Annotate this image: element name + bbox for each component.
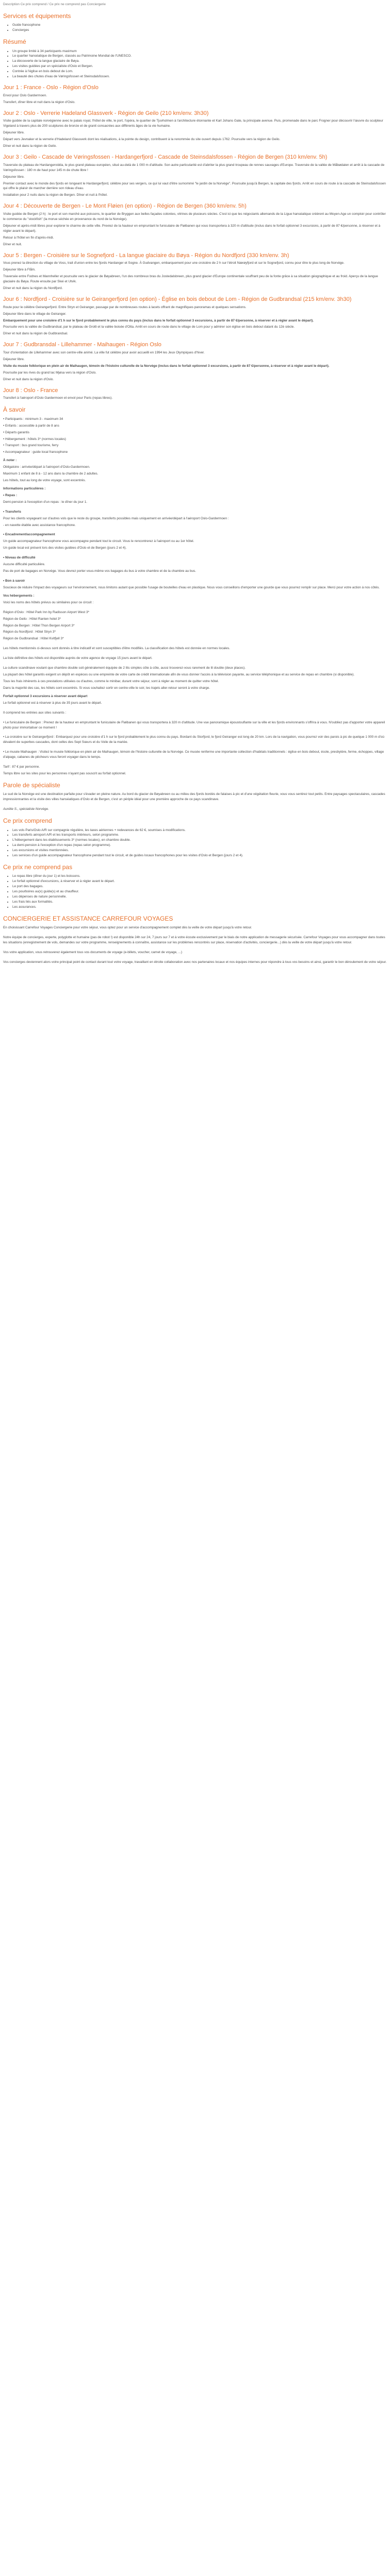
list-item: • Le forfait optionnel d'excursions, à réserver et à régler avant le départ. — [12, 879, 388, 884]
hotel-line: Région de Geilo : Hôtel Ranten hotel 3* — [3, 617, 61, 621]
culture-text: La plupart des hôtel garantis exigent un dépôt en espèces ou une empreinte de votre carte de crédit internationale afin de vous donner l'accès à la télévision payante, au service téléphonique et au service de repas en chambre (si disponible). — [3, 673, 355, 677]
info-text: Un guide local est présent lors des visites guidées d'Oslo et de Bergen (jours 2 et 4). — [3, 546, 127, 550]
savoir-line: • Hébergement : hôtels 3* (normes locales) — [3, 437, 66, 441]
necomprend-list — [3, 874, 388, 909]
day-1-text: Transfert, dîner libre et nuit dans la région d'Oslo. — [3, 100, 75, 104]
info-text: Soucieux de réduire l'impact des voyageurs sur l'environnement, nous limitons autant que possible l'usage de bouteilles d'eau en plastique. Nous vous conseillons d'emporter une gourde que vous pourrez remplir sur place. Merci pour votre action à nos côtés. — [3, 585, 380, 589]
savoir-line: • Participants : minimum 3 - maximum 34 — [3, 417, 63, 421]
list-item: • Concierges — [12, 28, 388, 33]
list-item: • Les excursions et visites mentionnées. — [12, 848, 388, 853]
list-item: • Le repas libre (dîner du jour 1) et les boissons. — [12, 874, 388, 879]
hotel-line: Région du Nordfjord : Hôtel Stryn 3* — [3, 630, 56, 634]
services-list — [3, 23, 388, 33]
forfait-item: • Le musée Maihaugen : Visitez le musée folklorique en plein air de Maihaugen, témoin de l'histoire culturelle de la Norvège. Ce musée renferme une importante collection d'habitats traditionnels : église en bois debout, école, presbytère, ferme, échoppes, village d'alpage, cabanes de pêcheurs vous feront voyager dans le temps. — [3, 750, 384, 759]
savoir-notes — [3, 458, 388, 483]
comprend-list — [3, 828, 388, 859]
day-5-text: Dîner et nuit dans la région du Nordfjord. — [3, 286, 63, 291]
forfait-tarif: Temps libre sur les sites pour les personnes n'ayant pas souscrit au forfait optionnel. — [3, 772, 126, 776]
day-2-text: Départ vers Jevnaker et la verrerie d'Hadeland Glassverk dont les réalisations, à la pointe du design, contribuent à la renommée du site ouvert depuis 1762. Poursuite vers la région de Geilo. — [3, 138, 281, 142]
list-item: • Les dépenses de nature personnelle. — [12, 894, 388, 900]
list-item: • La beauté des chutes d'eau de Vøringsfossen et Steinsdalsfossen. — [12, 74, 388, 79]
savoir-line: • Accompagnateur : guide local francophone — [3, 450, 68, 454]
list-item: • Les assurances. — [12, 905, 388, 910]
day-3-text: Traversée du plateau de Hardangervidda, le plus grand plateau européen, situé au-delà de 1 000 m d'altitude. Son autre particularité est d'abriter la plus grand troupeau de rennes sauvages d'Europe. Traversée de la vallée de Måbødalen et arrêt à la cascade de Vøringsfossen : 180 m de haut pour 145 m de chute libre ! — [3, 163, 385, 172]
day-3-title: Jour 3 : Geilo - Cascade de Vøringsfossen - Hardangerfjord - Cascade de Steinsdalsfossen - Région de Bergen (310 km/env. 5h) — [3, 154, 328, 161]
day-5-text: Déjeuner libre à Flåm. — [3, 268, 36, 272]
day-4-text: Déjeuner et après-midi libres pour explorer le charme de cette ville. Previez de la hauteur en empruntant le funiculaire de Fløibanen qui vous transportera à 320 m d'altitude (inclus dans le forfait optionnel 3 excursions, à partir de 87 €/personne, à réserver et à régler avant le départ). — [3, 224, 381, 233]
tab-bar[interactable]: Description Ce prix comprend / Ce prix ne comprend pas Conciergerie — [3, 3, 106, 6]
list-item: • L'hébergement dans les établissements 3* (normes locales), en chambre double. — [12, 838, 388, 843]
day-8-text: Transfert à l'aéroport d'Oslo Gardermoen et envol pour Paris (repas libres). — [3, 396, 113, 400]
list-item: • La demi-pension à l'exception d'un repas (repas selon programme). — [12, 843, 388, 848]
day-3-text: Déjeuner libre. — [3, 175, 25, 179]
info-subheading: • Niveau de difficulté — [3, 556, 36, 560]
info-subheading: • Repas : — [3, 493, 18, 497]
list-item: • Contrée à l'église en bois debout de Lom. — [12, 69, 388, 74]
savoir-line: • Transport : bus grand tourisme, ferry — [3, 444, 59, 448]
day-4-title: Jour 4 : Découverte de Bergen - Le Mont Fløien (en option) - Région de Bergen (360 km/env. 5h) — [3, 203, 247, 210]
day-6-title: Jour 6 : Nordfjord - Croisière sur le Geirangerfjord (en option) - Église en bois debout de Lom - Région de Gudbrandsal (215 km/env. 3h30) — [3, 296, 352, 302]
list-item: • Les vols Paris/Oslo A/R sur compagnie régulière, les taxes aériennes + redevances de 62 €, soumises à modifications. — [12, 828, 388, 833]
day-5-title: Jour 5 : Bergen - Croisière sur le Sognefjord - La langue glaciaire du Bøya - Région du Nordfjord (330 km/env. 3h) — [3, 252, 289, 259]
specialiste-author: Aurélie S., spécialiste Norvège. — [3, 807, 49, 811]
day-6-text: Route pour le célèbre Geirangerfjord. Entre Stryn et Geiranger, passage par de nombreuses routes à lacets offrant de magnifiques panoramas et quelques sensations. — [3, 305, 247, 309]
list-item: • Le quartier hanséatique de Bergen, classés au Patrimoine Mondial de l'UNESCO. — [12, 54, 388, 59]
resume-list — [3, 49, 388, 80]
services-title: Services et équipements — [3, 12, 71, 20]
info-text: Demi-pension à l'exception d'un repas : le dîner du jour 1. — [3, 500, 88, 504]
day-4-text: Dîner et nuit. — [3, 242, 22, 246]
day-6-text: Dîner et nuit dans la région de Gudbrandsal. — [3, 332, 68, 336]
specialiste-title: Parole de spécialiste — [3, 781, 60, 789]
day-1-title: Jour 1 : France - Oslo - Région d'Oslo — [3, 84, 99, 91]
list-item: • Guide francophone — [12, 23, 388, 28]
day-7-text: Dîner et nuit dans la région d'Oslo. — [3, 377, 54, 381]
forfait-heading: Forfait optionnel 3 excursions à réserver avant départ — [3, 694, 88, 698]
day-6-text: Déjeuner libre dans le village de Geiranger. — [3, 312, 67, 316]
day-7-text: Poursuite par les rives du grand lac Mjøsa vers la région d'Oslo. — [3, 370, 96, 375]
day-3-text: Premier contact avec le monde des fjords en longeant le Hardangerfjord, célèbre pour ses vergers, ce qui lui vaut d'être surnommé "le jardin de la Norvège". Poursuite jusqu'à Bergen, la capitale des fjords. Arrêt en cours de route à la cascade de Steinsdalsfossen qui offre le plaisir de marcher derrière son rideau d'eau. — [3, 181, 386, 191]
hotel-line: Région de Bergen : Hôtel Thon Bergen Airport 3* — [3, 623, 75, 628]
savoir-info — [3, 486, 388, 590]
hotel-line: Région d'Oslo : Hôtel Park Inn by Radisson Airport West 3* — [3, 610, 89, 614]
day-6-text: Embarquement pour une croisière d'1 h sur le fjord probablement le plus connu du pays (inclus dans le forfait optionnel 3 excursions, à partir de 87 €/personne, à réserver et à régler avant le départ). — [3, 318, 314, 323]
conciergerie-text: Notre équipe de concierges, experte, polyglotte et humaine (pas de robot !) est disponible 24h sur 24, 7 jours sur 7 et à votre écoute exclusivement par le biais de notre application de messagerie sécurisée. Carrefour Voyages pour vous accompagner dans toutes les situations (enregistrement de vols, demandes sur votre programme, renseignements à connaître, assistance sur les problèmes rencontrés sur place, réservation d'activités, conciergerie...) dès la veille de votre départ jusqu'à votre retour. — [3, 936, 385, 945]
culture-text: La culture scandinave voulant que chambre double soit généralement équipée de 2 lits simples côte à côte, aussi trouverez-vous rarement de lit double (deux places). — [3, 666, 246, 670]
forfait-item: • Le funiculaire de Bergen : Prenez de la hauteur en empruntant le funiculaire de Fløibanen qui vous transportera à 320 m d'altitude. Une vue panoramique époustouflante sur la ville et les fjords environnants s'offrira à vous. N'oubliez pas d'apporter votre appareil photo pour immortaliser ce moment ! — [3, 720, 385, 730]
conciergerie-text: En choisissant Carrefour Voyages Conciergerie pour votre séjour, vous optez pour un service d'accompagnement complet dès la veille de votre départ jusqu'à votre retour. — [3, 926, 252, 930]
specialiste-text: Le sud de la Norvège est une destination parfaite pour s'évader en pleine nature. Au bord du glacier de Bøyabreen ou au milieu des fjords bordés de falaises à pic et d'une végétation fleurie, vous vous sentirez tout petits. Entre paysages spectaculaires, cascades impressionnantes et la visite des villes hanséatiques d'Oslo et de Bergen, c'est un périple idéal pour une première approche de ce pays scandinave. — [3, 792, 385, 802]
day-4-text: Visite guidée de Bergen (2 h) : le port et son marché aux poissons, le quartier de Bryggen aux belles façades colorées, vitrines de plusieurs siècles. C'est ici que les négociants allemands de la Ligue hanséatique créèrent au Moyen-Age un comptoir pour contrôler le commerce du "stockfish" (la morue séchée en provenance du nord de la Norvège). — [3, 212, 386, 221]
day-2-title: Jour 2 : Oslo - Verrerie Hadeland Glassverk - Région de Geilo (210 km/env. 3h30) — [3, 110, 209, 116]
day-7-text: Déjeuner libre. — [3, 357, 25, 361]
list-item: • Les services d'un guide accompagnateur francophone pendant tout le circuit, et de guides locaux francophones pour les visites d'Oslo et Bergen (jours 2 et 4). — [12, 853, 388, 858]
list-item: • Un groupe limité à 34 participants maximum — [12, 49, 388, 54]
resume-title: Résumé — [3, 38, 26, 46]
info-text: Pour les clients voyageant sur d'autres vols que le reste du groupe, transferts possibles mais uniquement en arrivée/départ à l'aéroport Oslo-Gardermoen : — [3, 516, 229, 520]
day-7-title: Jour 7 : Gudbransdal - Lillehammer - Maihaugen - Région Oslo — [3, 342, 161, 348]
conciergerie-title: CONCIERGERIE ET ASSISTANCE CARREFOUR VOYAGES — [3, 914, 173, 922]
day-5-text: Vous prenez la direction du village de Voss, trait d'union entre les fjords Hardanger et Sogne. À Gudvangen, embarquement pour une croisière de 2 h sur l'étroit Nærøyfjord et sur le Sognefjord, connu pour être le plus long de Norvège. — [3, 261, 345, 265]
list-item: • La découverte de la langue glaciaire de Bøya. — [12, 59, 388, 64]
hotels-intro: Voici les noms des hôtels prévus ou similaires pour ce circuit : — [3, 600, 94, 604]
conciergerie-text: Vos concierges deviennent alors votre principal point de contact durant tout votre voyage, travaillant en étroite collaboration avec nos partenaires locaux et nos équipes internes pour répondre à tous vos besoins et ainsi, garantir le bon déroulement de votre séjour. — [3, 960, 387, 964]
day-4-text: Retour à l'hôtel en fin d'après-midi. — [3, 235, 54, 240]
day-8-title: Jour 8 : Oslo - France — [3, 387, 58, 394]
day-7-text: Visite du musée folklorique en plein air de Maihaugen, témoin de l'histoire culturelle de la Norvège (inclus dans le forfait optionnel 3 excursions, à partir de 87 €/personne, à réserver et à régler avant le départ). — [3, 364, 330, 368]
hotels-heading: Vos hébergements : — [3, 594, 35, 598]
info-text: Un guide accompagnateur francophone vous accompagne pendant tout le circuit. Vous le rencontrerez à l'aéroport ou au 1er hôtel. — [3, 539, 194, 544]
list-item: • Les frais liés aux formalités. — [12, 900, 388, 905]
day-5-text: Traversée entre Fodnes et Mannheller et poursuite vers le glacier de Bøyabreen, l'un des nombreux bras du Jostedalsbreen, plus grand glacier d'Europe continentale souffrant peu de la fonte grâce à sa situation géographique et au froid. Aperçu de la langue glaciaire du Bøya. Route ensuite par Skei et Utvik. — [3, 275, 378, 284]
day-6-text: Poursuite vers la vallée de Gudbrandsal, par le plateau de Grotli et la vallée boisée d'Otta. Arrêt en cours de route dans le village de Lom pour y admirer son église en bois debout datant du 12è siècle. — [3, 325, 295, 329]
forfait-tarif: Tarif : 87 € par personne. — [3, 765, 40, 769]
info-subheading: • Transferts — [3, 510, 21, 514]
forfait-item: • La croisière sur le Geirangerfjord : Embarquez pour une croisière d'1 h sur le fjord probablement le plus connu du pays. Bordant du Storfjord, le fjord Geiranger est long de 20 km. Lors de la navigation, vous pourrez voir des parois à pic de quelque 1 000 m d'où dévalent de superbes cascades, dont celles des Sept Sœurs et du Voile de la mariée. — [3, 735, 384, 744]
day-2-text: Dîner et nuit dans la région de Geilo. — [3, 144, 57, 148]
notes-line: Maximum 1 enfant de 8 à - 12 ans dans la chambre de 2 adultes. — [3, 472, 99, 476]
day-2-text: Déjeuner libre. — [3, 131, 25, 135]
hotels-note: Les hôtels mentionnés ci-dessus sont donnés à titre indicatif et sont susceptibles d'être modifiés. La classification des hôtels est donnée en normes locales. — [3, 647, 230, 651]
info-subheading: • Encadrement/accompagnement — [3, 533, 55, 537]
day-2-text: Visite guidée de la capitale norvégienne avec le palais royal, l'hôtel de ville, le port, l'opéra, le quartier de Tjuvholmen à l'architecture étonnante et Karl Johans Gate, la principale avenue. Puis, promenade dans le parc Frogner pour découvrir l'œuvre du sculpteur Vigeland à travers plus de 200 sculptures de bronze et de granit consacrées aux différents âges de la vie humaine. — [3, 119, 383, 128]
forfait-text: Il comprend les entrées aux sites suivants : — [3, 710, 67, 715]
info-text: Pas de port de bagages en Norvège. Vous devrez porter vous-même vos bagages du bus à votre chambre et de la chambre au bus. — [3, 569, 197, 573]
info-text: - en navette établie avec assistance francophone. — [3, 523, 76, 527]
forfait-text: Le forfait optionnel est à réserver à plus de 35 jours avant le départ. — [3, 701, 102, 705]
savoir-title: À savoir — [3, 406, 26, 414]
day-3-text: Installation pour 2 nuits dans la région de Bergen. Dîner et nuit à l'hôtel. — [3, 193, 108, 197]
conciergerie-text: Vos votre application, vous retrouverez également tous vos documents de voyage (e-billets, voucher, carnet de voyage, ...) — [3, 951, 183, 955]
list-item: • Les visites guidées par un spécialiste d'Oslo et Bergen. — [12, 64, 388, 69]
forfait-block — [3, 694, 388, 776]
culture-text: Tous les frais inhérents à ces prestations utilisées ou d'autres, comme le minibar, durant votre séjour, sont à régler au moment de quitter votre hôtel. — [3, 680, 219, 683]
hotel-line: Région de Gudbrandsal : Hôtel Kvitfjell 3* — [3, 637, 64, 641]
page — [0, 0, 391, 979]
comprend-title: Ce prix comprend — [3, 817, 52, 825]
savoir-line: • Départs garantis — [3, 430, 29, 434]
info-subheading: • Bon à savoir — [3, 579, 25, 583]
hotels-block — [3, 594, 388, 691]
culture-text: Dans la majorité des cas, les hôtels sont excentrés. Si vous souhaitez sortir en centre-ville le soir, les trajets aller-retour seront à votre charge. — [3, 686, 210, 690]
notes-heading: À noter : — [3, 459, 17, 463]
notes-line: Obligatoire : arrivée/départ à l'aéroport d'Oslo-Gardermoen. — [3, 465, 90, 469]
savoir-summary — [3, 417, 388, 455]
day-7-text: Tour d'orientation de Lillehammer avec son centre-ville animé. La ville fut célèbre pour avoir accueilli en 1994 les Jeux Olympiques d'hiver. — [3, 351, 205, 355]
notes-line: Les hôtels, tout au long de votre voyage, sont excentrés. — [3, 479, 86, 483]
list-item: • Les pourboires au(x) guide(s) et au chauffeur. — [12, 889, 388, 894]
info-heading: Informations particulières : — [3, 486, 46, 490]
list-item: • Le port des bagages. — [12, 884, 388, 889]
day-1-text: Envol pour Oslo Gardermoen. — [3, 93, 47, 97]
necomprend-title: Ce prix ne comprend pas — [3, 863, 73, 871]
list-item: • Les transferts aéroport A/R et les transports intérieurs, selon programme. — [12, 833, 388, 838]
hotels-note: La liste définitive des hôtels est disponible auprès de votre agence de voyage 15 jours avant le départ. — [3, 656, 153, 660]
savoir-line: • Enfants : accessible à partir de 8 ans — [3, 423, 59, 428]
info-text: Aucune difficulté particulière. — [3, 563, 45, 567]
